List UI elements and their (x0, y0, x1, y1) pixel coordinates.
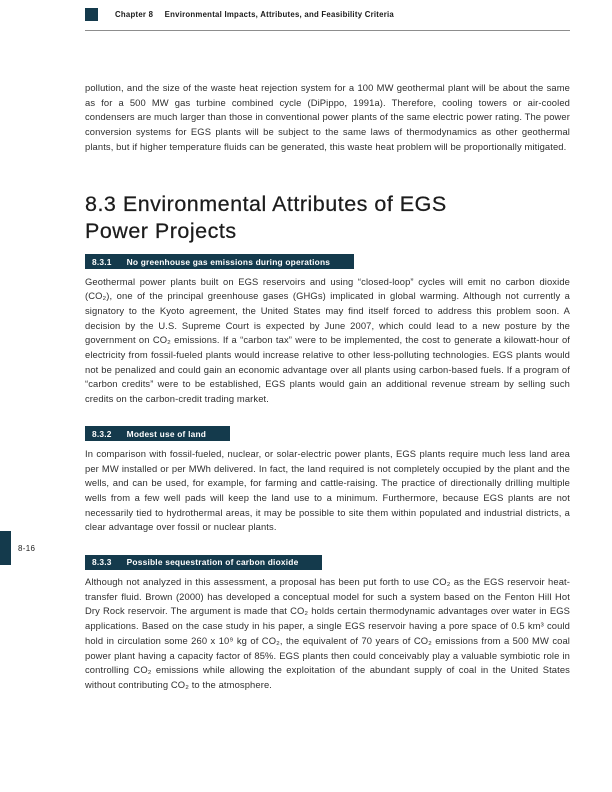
subsection-8-3-3 (85, 552, 570, 693)
subsection-number: 8.3.1 (92, 256, 112, 267)
page-tab-bar (0, 531, 11, 565)
section-title-line1: 8.3 Environmental Attributes of EGS (85, 191, 447, 216)
chapter-marker-square (85, 8, 98, 21)
chapter-title: Environmental Impacts, Attributes, and Feasibility Criteria (164, 10, 394, 19)
subsection-heading-bar (85, 426, 230, 441)
subsection-heading-bar (85, 254, 354, 269)
subsection-8-3-1 (85, 252, 570, 407)
subsection-number: 8.3.3 (92, 557, 112, 568)
header-rule (85, 30, 570, 31)
section-title (85, 191, 570, 245)
section-title-line2: Power Projects (85, 218, 237, 243)
intro-paragraph: pollution, and the size of the waste heat rejection system for a 100 MW geothermal plant will be about the same as for a 500 MW gas turbine combined cycle (DiPippo, 1991a). Therefore, cooling towers or air-cooled condensers are much larger than those in conventional power plants of the same electric power rating. The power conversion systems for EGS plants will be subject to the same laws of thermodynamics as other geothermal plants, but if higher temperature fluids can be generated, this waste heat problem will be proportionally mitigated. (85, 82, 570, 152)
page-number-tab (0, 531, 35, 565)
subsection-body: Although not analyzed in this assessment, a proposal has been put forth to use CO₂ as the EGS reservoir heat-transfer fluid. Brown (2000) has developed a conceptual model for such a system based on the Fenton Hill Hot Dry Rock reservoir. The argument is made that CO₂ holds certain thermodynamic advantages over water in EGS applications. Based on the case study in his paper, a single EGS reservoir having a pore space of 0.5 km³ could hold in circulation some 260 x 10⁹ kg of CO₂, the equivalent of 70 years of CO₂ emissions from a 500 MW coal power plant having a capacity factor of 85%. EGS plants then could conceivably play a valuable symbiotic role in controlling CO₂ emissions while allowing the exploitation of the abundant supply of coal in the United States without contributing CO₂ to the atmosphere. (85, 576, 570, 690)
subsection-body: Geothermal power plants built on EGS reservoirs and using “closed-loop” cycles will emit no carbon dioxide (CO₂), one of the principal greenhouse gases (GHGs) implicated in global warming. Although not currently a signatory to the Kyoto agreement, the United States may find itself forced to address this problem soon. A decision by the U.S. Supreme Court is expected by June 2007, which could lead to a new posture by the government on CO₂ emissions. If a “carbon tax” were to be implemented, the cost to generate a kilowatt-hour of electricity from fossil-fueled plants would increase relative to other less-polluting technologies. EGS plants would not be penalized and could gain an economic advantage over all plants using carbon-based fuels. If a program of “carbon credits” were to be established, EGS plants would gain an additional revenue stream by selling such credits on the carbon-credit trading market. (85, 275, 570, 405)
chapter-header-line (115, 10, 394, 19)
subsection-heading-title: Modest use of land (126, 428, 207, 439)
page-number: 8-16 (18, 543, 36, 553)
subsection-number: 8.3.2 (92, 428, 112, 439)
subsection-body: In comparison with fossil-fueled, nuclear, or solar-electric power plants, EGS plants require much less land area per MW installed or per MWh delivered. In fact, the land required is not completely occupied by the plant and the wells, and can be used, for example, for farming and cattle-raising. The practice of directionally drilling multiple wells from a few well pads will keep the land use to a minimum. Furthermore, because EGS plants are not necessarily tied to hydrothermal areas, it may be possible to site them within populated and industrial districts, a clear advantage over fossil or nuclear plants. (85, 447, 570, 533)
subsection-8-3-2 (85, 424, 570, 535)
subsection-heading-title: No greenhouse gas emissions during operations (126, 256, 331, 267)
chapter-label: Chapter 8 (115, 10, 154, 19)
running-header (85, 8, 570, 21)
subsection-heading-title: Possible sequestration of carbon dioxide (126, 557, 299, 568)
subsection-heading-bar (85, 555, 322, 570)
